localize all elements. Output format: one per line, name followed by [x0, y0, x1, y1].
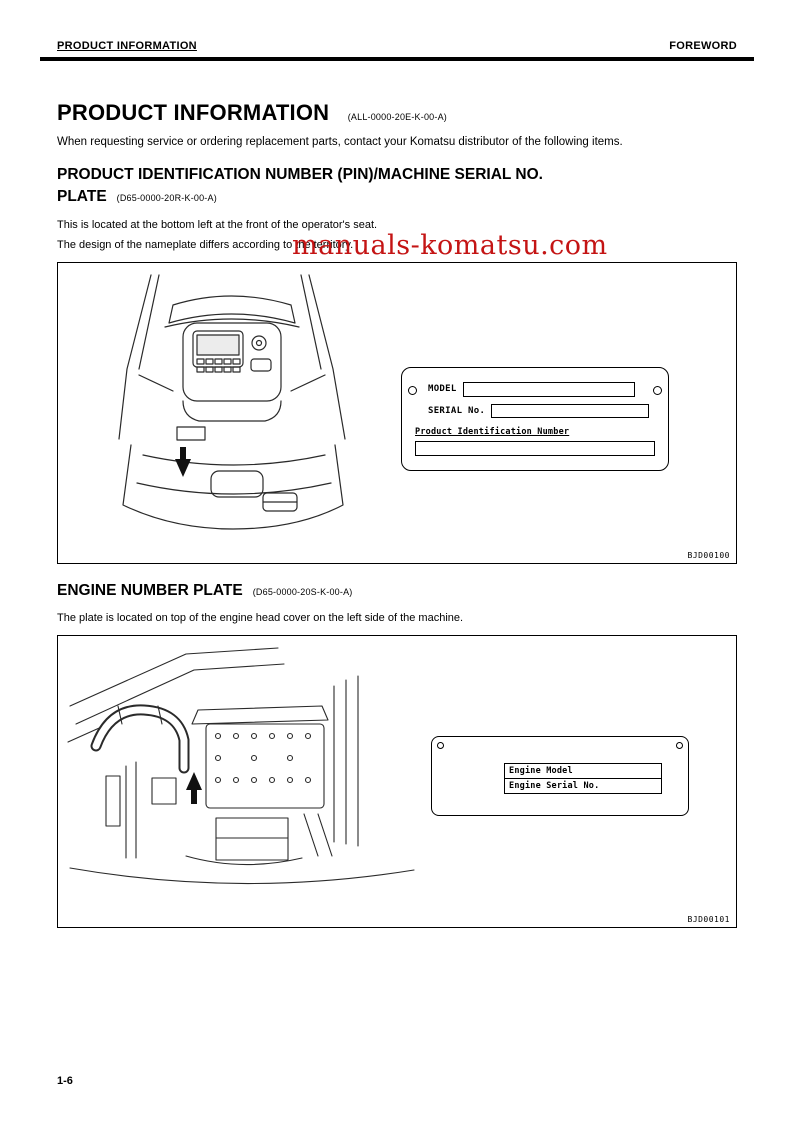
pin-body-line1: This is located at the bottom left at the front of the operator's seat. [57, 218, 378, 231]
title-row [57, 100, 737, 126]
serial-value-box [491, 404, 649, 418]
seat-location-drawing [113, 271, 353, 557]
page-content [57, 100, 737, 928]
pin-section-heading [57, 164, 737, 209]
running-head-left: PRODUCT INFORMATION [57, 40, 197, 52]
model-row [428, 382, 635, 397]
engine-plate-figure [57, 635, 737, 928]
screw-hole-icon [437, 742, 444, 749]
header-rule [40, 57, 754, 61]
engine-section-code: (D65-0000-20S-K-00-A) [252, 586, 353, 597]
pin-location-arrow-icon [175, 447, 191, 477]
page-title-code: (ALL-0000-20E-K-00-A) [347, 112, 447, 122]
pin-plate-diagram [401, 367, 669, 471]
engine-plate-diagram [431, 736, 689, 816]
pin-heading-line2: PLATE (D65-0000-20R-K-00-A) [57, 188, 217, 206]
engine-plate-rows [504, 763, 662, 794]
pin-body-line2: The design of the nameplate differs according to the territory. [57, 239, 354, 252]
screw-hole-icon [676, 742, 683, 749]
engine-serial-row: Engine Serial No. [504, 778, 662, 794]
model-label: MODEL [428, 384, 457, 395]
running-header [57, 40, 737, 56]
watermark-text: manuals-komatsu.com [292, 230, 608, 261]
engine-location-drawing [66, 646, 418, 916]
figure-id: BJD00101 [687, 914, 730, 924]
pin-plate-figure [57, 262, 737, 564]
engine-model-row: Engine Model [504, 763, 662, 779]
pin-heading-line1: PRODUCT IDENTIFICATION NUMBER (PIN)/MACHINE SERIAL NO. [57, 166, 543, 183]
engine-section-heading: ENGINE NUMBER PLATE (D65-0000-20S-K-00-A) [57, 581, 353, 599]
intro-paragraph: When requesting service or ordering replacement parts, contact your Komatsu distributor of the following items. [57, 136, 623, 148]
pin-caption: Product Identification Number [415, 426, 570, 437]
engine-body-line1: The plate is located on top of the engine head cover on the left side of the machine. [57, 612, 464, 625]
screw-hole-icon [653, 386, 662, 395]
screw-hole-icon [408, 386, 417, 395]
running-head-right: FOREWORD [669, 40, 737, 52]
pin-section-code: (D65-0000-20R-K-00-A) [116, 193, 217, 204]
page-number: 1-6 [57, 1075, 73, 1087]
model-value-box [463, 382, 635, 397]
page-title: PRODUCT INFORMATION [57, 100, 330, 125]
engine-plate-arrow-icon [186, 772, 202, 804]
serial-row [428, 404, 649, 418]
serial-label: SERIAL No. [428, 405, 486, 416]
pin-value-box [415, 441, 655, 456]
figure-id: BJD00100 [687, 550, 730, 560]
